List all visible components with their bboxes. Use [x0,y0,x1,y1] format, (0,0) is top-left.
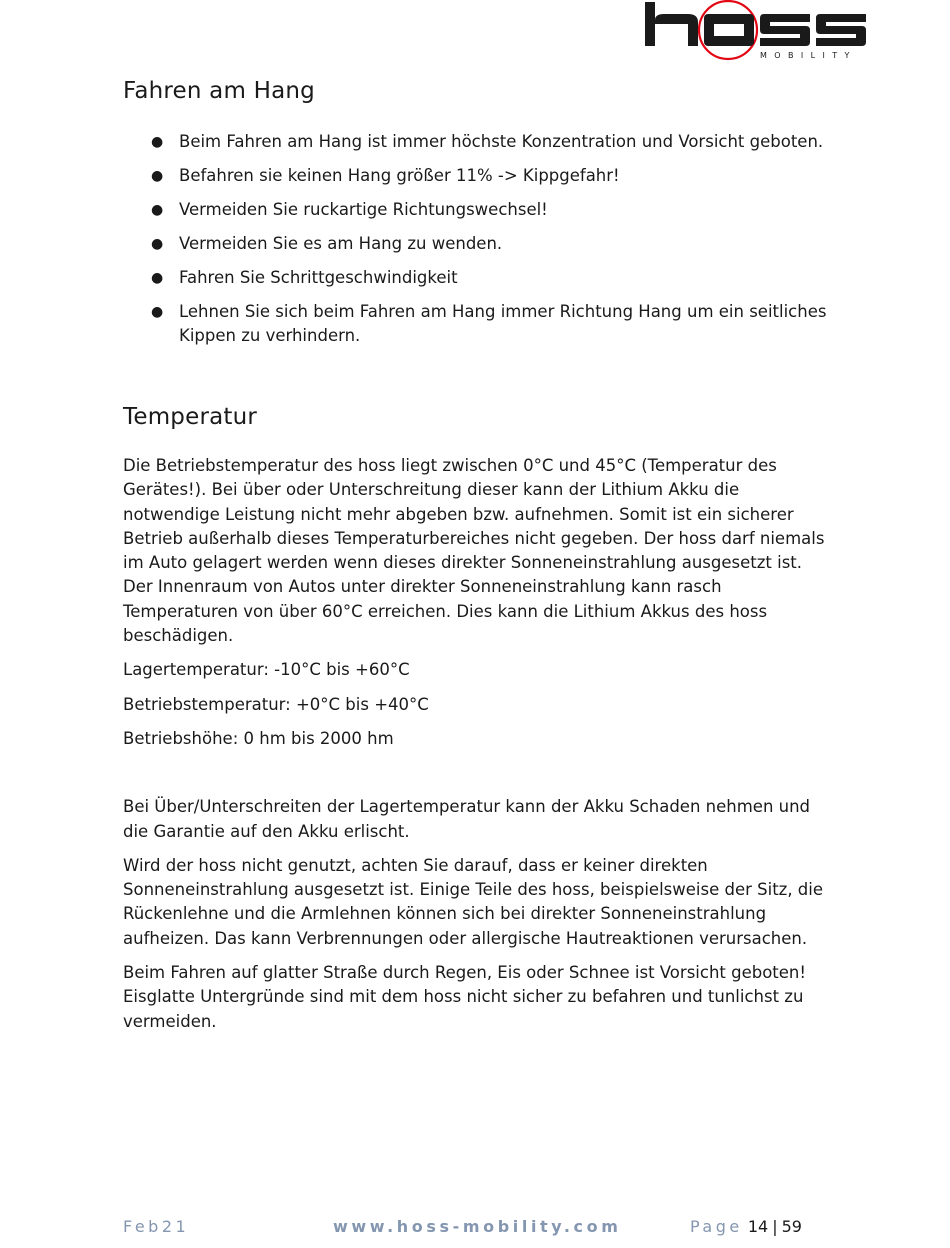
footer-page-separator: | [772,1217,778,1236]
page-footer [0,1217,950,1241]
paragraph-betriebshoehe: Betriebshöhe: 0 hm bis 2000 hm [123,728,394,748]
list-item: ● Befahren sie keinen Hang größer 11% -> Kippgefahr! [123,164,833,188]
footer-page-total: 59 [781,1217,802,1236]
footer-page-word: Page [690,1217,743,1236]
hoss-mobility-logo [642,0,870,62]
footer-url: www.hoss-mobility.com [333,1217,622,1236]
paragraph-betriebstemperatur: Die Betriebstemperatur des hoss liegt zwischen 0°C und 45°C (Temperatur des Gerätes!). Bei über oder Unterschreitung dieser kann der Lithium Akku die notwendige Leistung nicht mehr abgeben bzw. aufnehmen. Somit ist ein sicherer Betrieb außerhalb dieses Temperaturbereiches nicht gegeben. Der hoss darf niemals im Auto gelagert werden wenn dieses direkter Sonneneinstrahlung ausgesetzt ist. Der Innenraum von Autos unter direkter Sonneneinstrahlung kann rasch Temperaturen von über 60°C erreichen. Dies kann die Lithium Akkus des hoss beschädigen. [123,456,825,646]
logo-subtext: MOBILITY [760,51,857,60]
paragraph-garantie: Bei Über/Unterschreiten der Lagertemperatur kann der Akku Schaden nehmen und die Garantie auf den Akku erlischt. [123,797,811,841]
paragraph-lagertemperatur: Lagertemperatur: -10°C bis +60°C [123,660,410,680]
list-item: ● Beim Fahren am Hang ist immer höchste Konzentration und Vorsicht geboten. [123,130,833,154]
list-item: ● Vermeiden Sie es am Hang zu wenden. [123,232,833,256]
paragraph-betriebstemperatur-range: Betriebstemperatur: +0°C bis +40°C [123,694,429,714]
footer-page-current: 14 [747,1217,769,1236]
bullet-icon: ● [151,236,164,252]
bullet-icon: ● [151,270,164,286]
list-item: ● Lehnen Sie sich beim Fahren am Hang immer Richtung Hang um ein seitliches Kippen zu verhindern. [151,302,827,345]
list-item: ● Fahren Sie Schrittgeschwindigkeit [123,266,833,290]
page-content [123,78,833,1044]
section-title-temperatur: Temperatur [123,404,258,430]
footer-page-number [690,1217,802,1236]
footer-date: Feb21 [123,1217,190,1236]
bullet-icon: ● [151,304,164,320]
hang-bullet-list [123,130,833,348]
paragraph-glatte-strasse: Beim Fahren auf glatter Straße durch Regen, Eis oder Schnee ist Vorsicht geboten! Eisglatte Untergründe sind mit dem hoss nicht sicher zu befahren und tunlichst zu vermeiden. [123,963,807,1031]
bullet-icon: ● [151,202,164,218]
bullet-icon: ● [151,168,164,184]
bullet-icon: ● [151,134,164,150]
paragraph-sonneneinstrahlung: Wird der hoss nicht genutzt, achten Sie darauf, dass er keiner direkten Sonneneinstrahlung ausgesetzt ist. Einige Teile des hoss, beispielsweise der Sitz, die Rückenlehne und die Armlehnen können sich bei direkter Sonneneinstrahlung aufheizen. Das kann Verbrennungen oder allergische Hautreaktionen verursachen. [123,855,824,948]
list-item: ● Vermeiden Sie ruckartige Richtungswechsel! [123,198,833,222]
section-title-hang: Fahren am Hang [123,78,315,104]
